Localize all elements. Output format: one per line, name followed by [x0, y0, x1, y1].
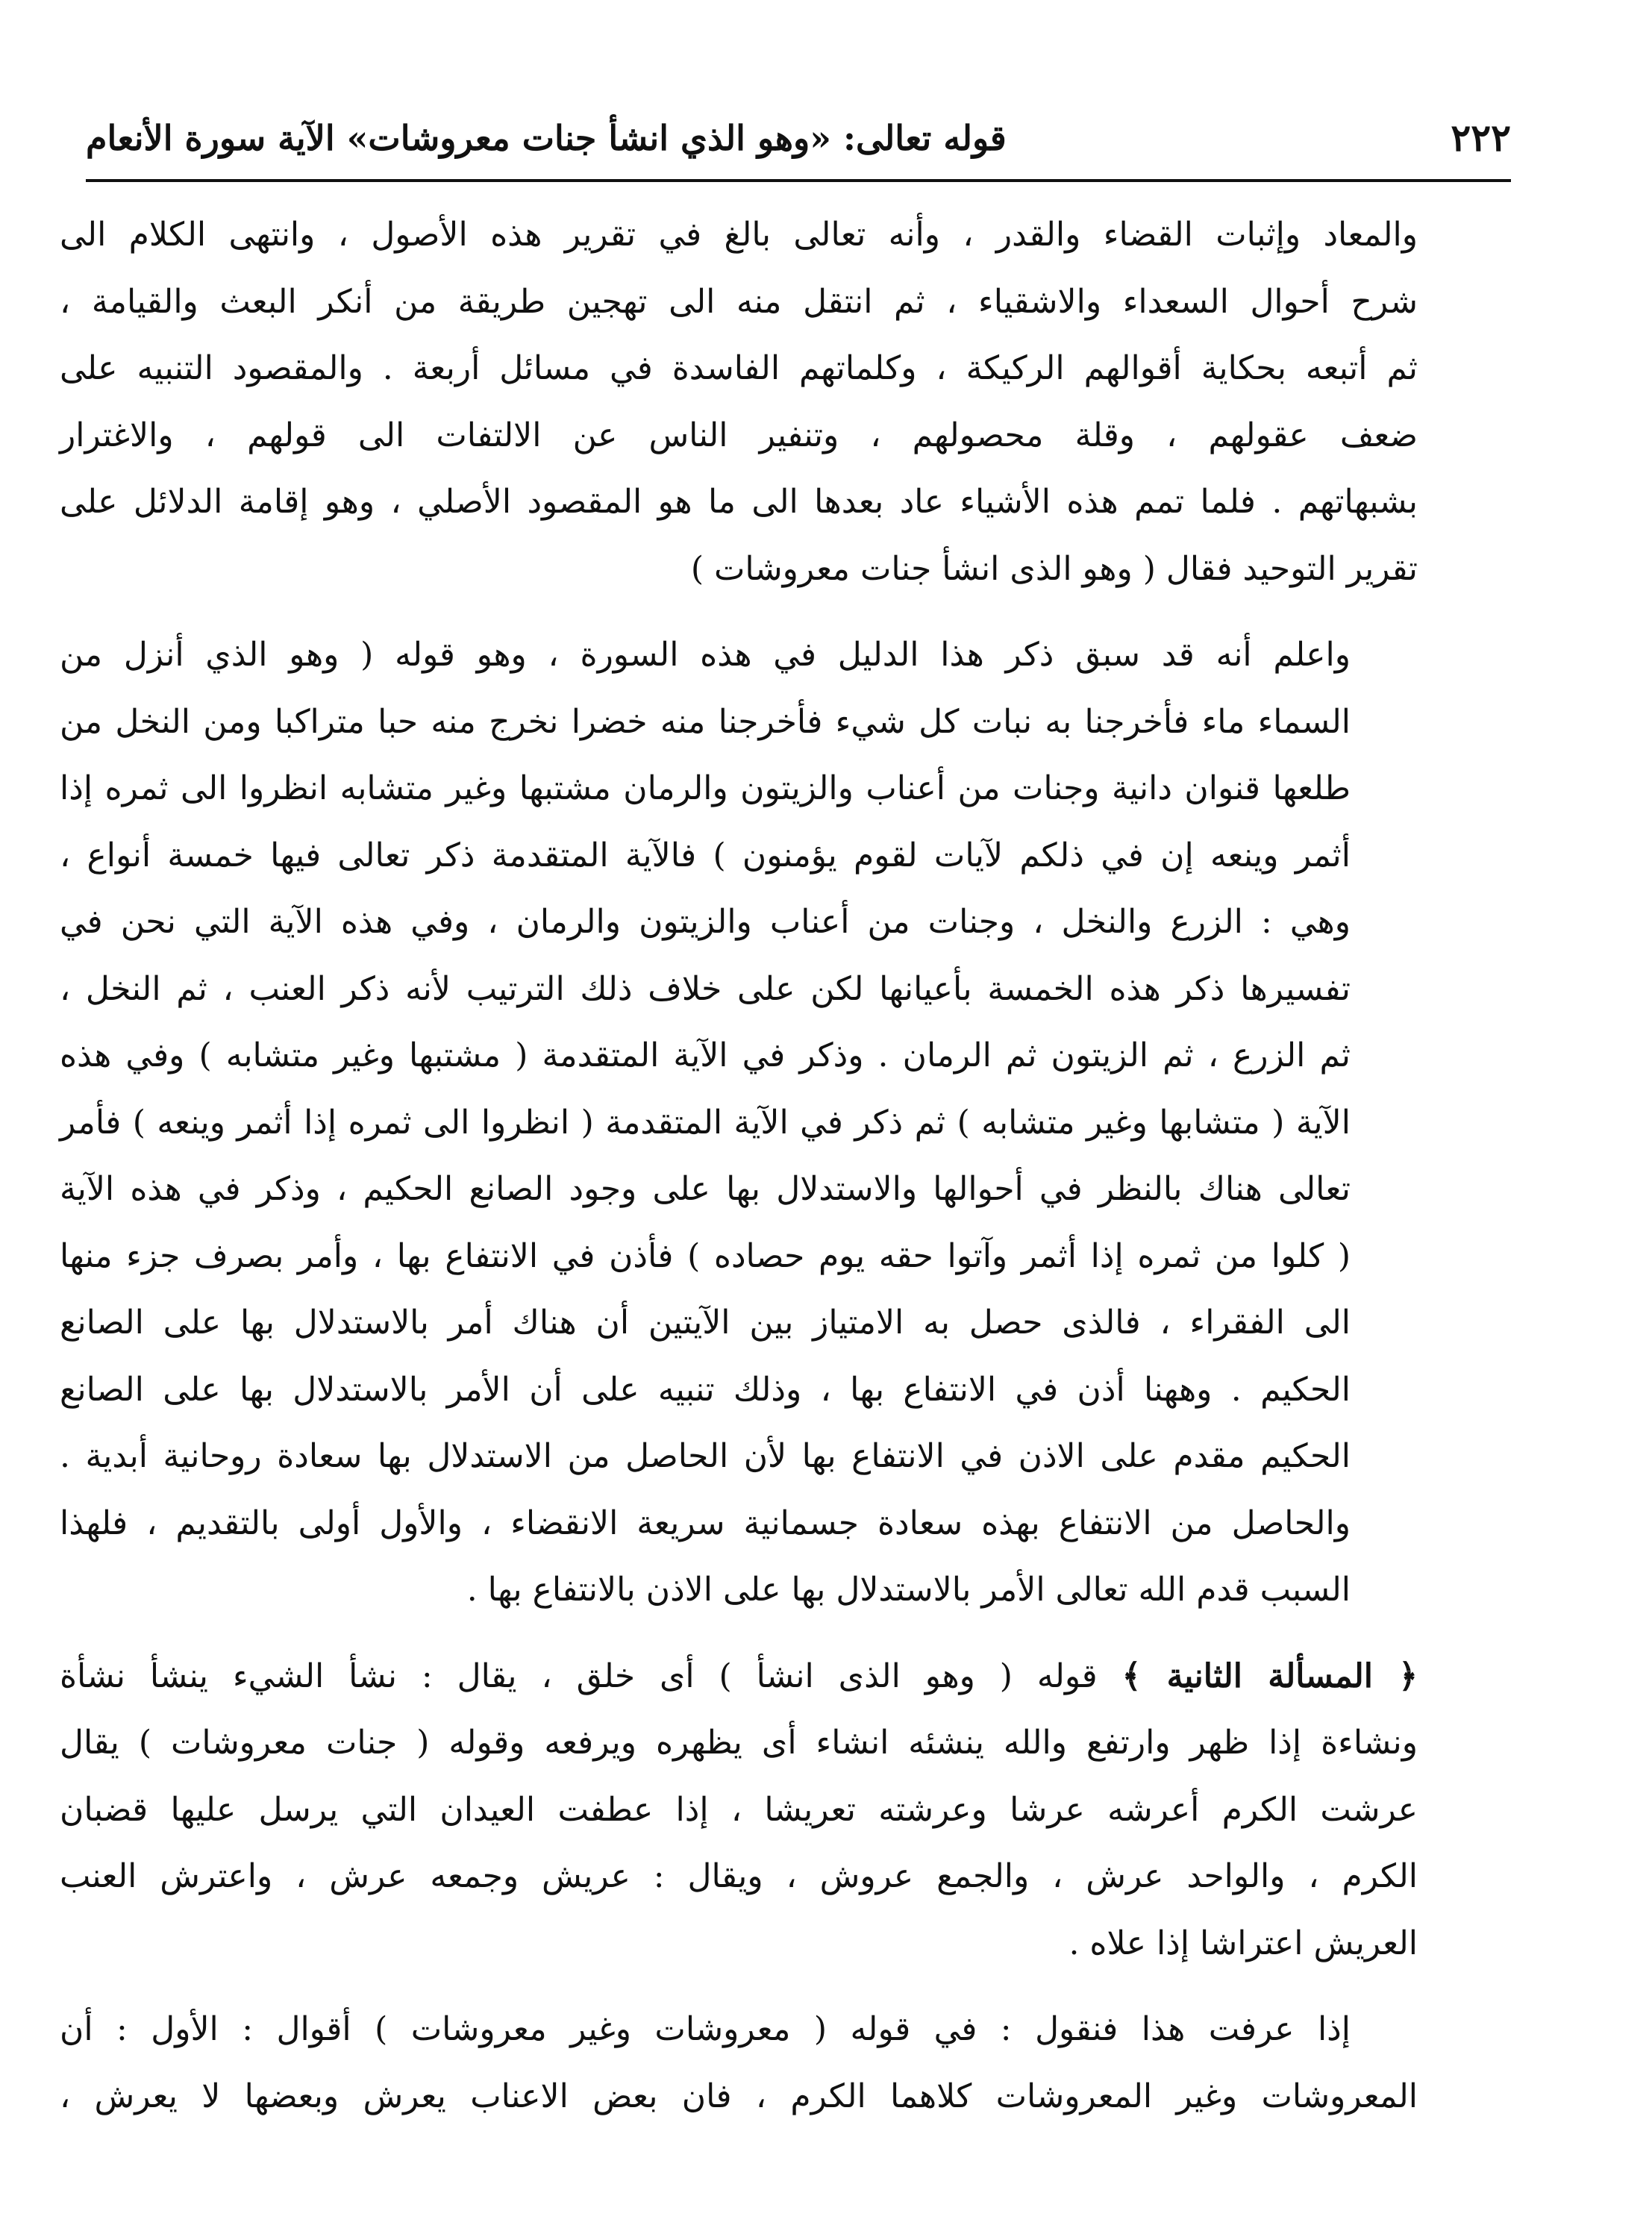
paragraph-4 [60, 1996, 1418, 2130]
page-number: ٢٢٢ [1451, 116, 1511, 160]
text-line: الآية ( متشابها وغير متشابه ) ثم ذكر في الآية المتقدمة ( انظروا الى ثمره إذا أثمر وينعه ) فأمر [60, 1103, 1351, 1142]
text-line: ونشاءة إذا ظهر وارتفع والله ينشئه انشاء أى يظهره ويرفعه وقوله ( جنات معروشات ) يقال [60, 1724, 1418, 1762]
text-line: والمعاد وإثبات القضاء والقدر ، وأنه تعالى بالغ في تقرير هذه الأصول ، وانتهى الكلام الى [60, 216, 1418, 254]
text-line: ثم أتبعه بحكاية أقوالهم الركيكة ، وكلماتهم الفاسدة في مسائل أربعة . والمقصود التنبيه على [60, 349, 1418, 387]
text-line: السماء ماء فأخرجنا به نبات كل شيء فأخرجنا منه خضرا نخرج منه حبا متراكبا ومن النخل من [60, 702, 1351, 741]
paragraph-1 [60, 201, 1418, 602]
text-line: المعروشات وغير المعروشات كلاهما الكرم ، فان بعض الاعناب يعرش وبعضها لا يعرش ، [60, 2077, 1418, 2115]
text-line: تفسيرها ذكر هذه الخمسة بأعيانها لكن على خلاف ذلك الترتيب لأنه ذكر العنب ، ثم النخل ، [60, 969, 1351, 1008]
text-line: الى الفقراء ، فالذى حصل به الامتياز بين الآيتين أن هناك أمر بالاستدلال بها على الصانع [60, 1304, 1351, 1342]
text-line: الحكيم مقدم على الاذن في الانتفاع بها لأن الحاصل من الاستدلال بها سعادة روحانية أبدية . [60, 1437, 1351, 1475]
text-line: الحكيم . وههنا أذن في الانتفاع بها ، وذلك تنبيه على أن الأمر بالاستدلال بها على الصانع [60, 1370, 1351, 1409]
text-line: العريش اعتراشا إذا علاه . [1069, 1924, 1418, 1962]
page-body [60, 201, 1418, 2130]
text-line: ضعف عقولهم ، وقلة محصولهم ، وتنفير الناس عن الالتفات الى قولهم ، والاغترار [60, 416, 1418, 454]
text-line: والحاصل من الانتفاع بهذه سعادة جسمانية سريعة الانقضاء ، والأول أولى بالتقديم ، فلهذا [60, 1504, 1351, 1542]
header-rule [86, 179, 1511, 182]
text-line [60, 1643, 1418, 1710]
paragraph-2 [60, 622, 1418, 1624]
text-line: عرشت الكرم أعرشه عرشا وعرشته تعريشا ، إذا عطفت العيدان التي يرسل عليها قضبان [60, 1790, 1418, 1829]
text-line: الكرم ، والواحد عرش ، والجمع عروش ، ويقال : عريش وجمعه عرش ، واعترش العنب [60, 1857, 1418, 1895]
text-line: واعلم أنه قد سبق ذكر هذا الدليل في هذه السورة ، وهو قوله ( وهو الذي أنزل من [60, 636, 1351, 674]
section-title: ﴿ المسألة الثانية ﴾ [1121, 1656, 1418, 1695]
text-line: السبب قدم الله تعالى الأمر بالاستدلال بها على الاذن بالانتفاع بها . [466, 1571, 1351, 1609]
page-header [86, 112, 1511, 164]
text-line: تقرير التوحيد فقال ( وهو الذى انشأ جنات معروشات ) [690, 549, 1418, 588]
text-line: ثم الزرع ، ثم الزيتون ثم الرمان . وذكر في الآية المتقدمة ( مشتبها وغير متشابه ) وفي هذه [60, 1036, 1351, 1074]
text-line: تعالى هناك بالنظر في أحوالها والاستدلال بها على وجود الصانع الحكيم ، وذكر في هذه الآية [60, 1170, 1351, 1208]
running-title: قوله تعالى: «وهو الذي انشأ جنات معروشات» الآية سورة الأنعام [86, 118, 1007, 158]
text-line: وهي : الزرع والنخل ، وجنات من أعناب والزيتون والرمان ، وفي هذه الآية التي نحن في [60, 903, 1351, 941]
text-line: إذا عرفت هذا فنقول : في قوله ( معروشات وغير معروشات ) أقوال : الأول : أن [60, 2010, 1351, 2048]
paragraph-3 [60, 1643, 1418, 1977]
text-line: أثمر وينعه إن في ذلكم لآيات لقوم يؤمنون ) فالآية المتقدمة ذكر تعالى فيها خمسة أنواع ، [60, 836, 1351, 875]
text-line: طلعها قنوان دانية وجنات من أعناب والزيتون والرمان مشتبها وغير متشابه انظروا الى ثمره إذا [60, 769, 1351, 807]
text-line: شرح أحوال السعداء والاشقياء ، ثم انتقل منه الى تهجين طريقة من أنكر البعث والقيامة ، [60, 282, 1418, 321]
text-line-part: قوله ( وهو الذى انشأ ) أى خلق ، يقال : نشأ الشيء ينشأ نشأة [60, 1656, 1122, 1695]
text-line: ( كلوا من ثمره إذا أثمر وآتوا حقه يوم حصاده ) فأذن في الانتفاع بها ، وأمر بصرف جزء منها [60, 1236, 1351, 1275]
text-line: بشبهاتهم . فلما تمم هذه الأشياء عاد بعدها الى ما هو المقصود الأصلي ، وهو إقامة الدلائل على [60, 483, 1418, 521]
